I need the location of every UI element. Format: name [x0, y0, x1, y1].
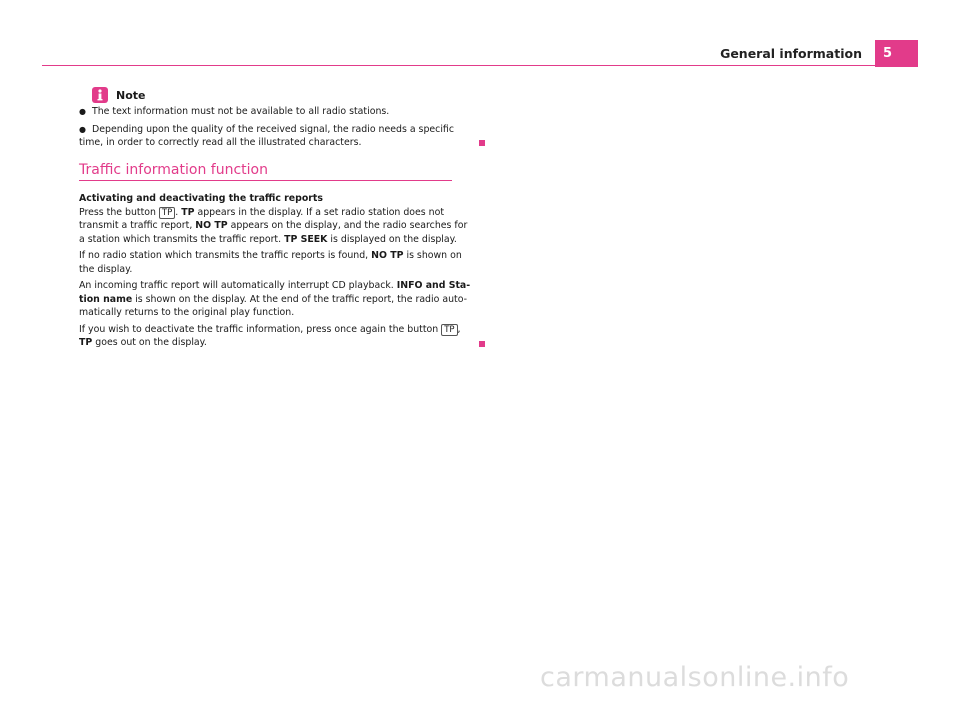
subheading: Activating and deactivating the traffic reports: [79, 193, 323, 204]
section-title: Traffic information function: [79, 162, 268, 178]
section-rule: [79, 180, 452, 181]
tp-key-icon: TP: [159, 207, 175, 219]
note-title: Note: [116, 88, 146, 102]
paragraph-activate: Press the button TP . TP appears in the display. If a set radio station does not transmit a traffic report, NO TP appears on the display, and the radio searches for a station which transmits the traffic report. TP SEEK is displayed on the display.: [79, 206, 468, 245]
bullet-icon: ●: [79, 107, 86, 116]
note-bullet: ● The text information must not be available to all radio stations.: [79, 106, 390, 117]
page-number: 5: [875, 40, 918, 67]
paragraph-no-station: If no radio station which transmits the traffic reports is found, NO TP is shown on the display.: [79, 250, 462, 275]
end-of-section-marker: [479, 140, 485, 146]
note-block: [79, 86, 479, 150]
header-rule: [42, 65, 918, 66]
info-icon: [92, 87, 108, 103]
note-header: [79, 86, 479, 104]
paragraph-deactivate: If you wish to deactivate the traffic information, press once again the button TP , TP goes out on the display.: [79, 323, 484, 350]
paragraph-incoming-report: An incoming traffic report will automatically interrupt CD playback. INFO and Sta- tion name is shown on the display. At the end of the traffic report, the radio auto- matically returns to the original play function.: [79, 280, 471, 318]
page-header-title: General information: [720, 46, 862, 61]
bullet-icon: ●: [79, 124, 86, 134]
section-body: [79, 192, 484, 353]
note-bullet-continuation: time, in order to correctly read all the illustrated characters.: [79, 136, 479, 150]
tp-key-icon: TP: [441, 324, 457, 336]
end-of-section-marker: [479, 341, 485, 347]
note-bullet: ● Depending upon the quality of the received signal, the radio needs a specific: [79, 123, 454, 135]
watermark: carmanualsonline.info: [540, 662, 850, 693]
